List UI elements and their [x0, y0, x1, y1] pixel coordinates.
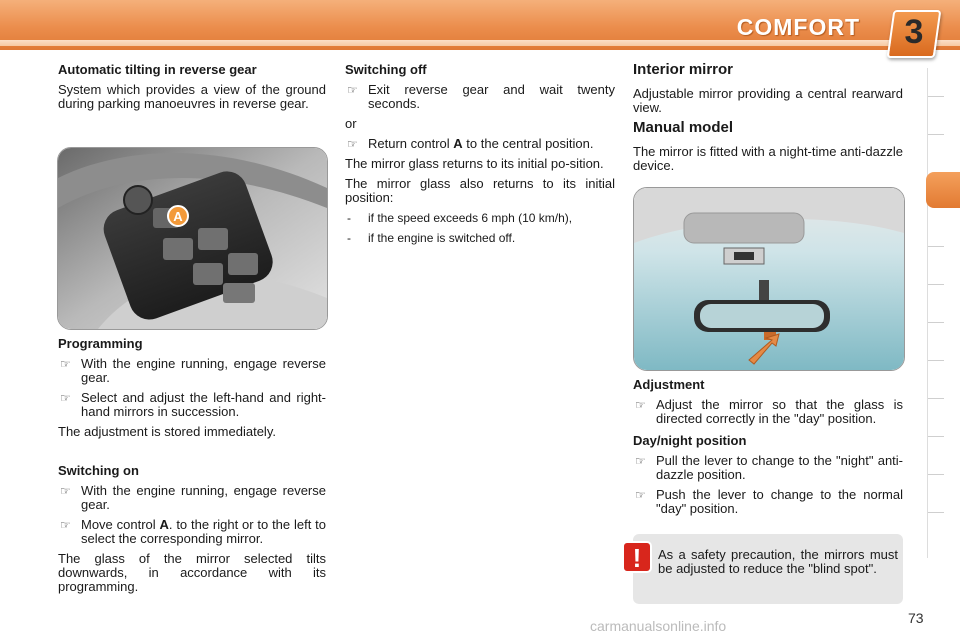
bullet-item — [58, 518, 326, 546]
column-1-lower — [58, 337, 326, 445]
interior-mirror-photo — [633, 187, 905, 371]
bullet-text: Push the lever to change to the normal "day" position. — [656, 487, 903, 516]
bullet-text: With the engine running, engage reverse gear. — [81, 483, 326, 512]
chapter-tab[interactable] — [928, 398, 944, 399]
door-control-photo — [57, 147, 328, 330]
bullet-text: to the central position. — [466, 136, 594, 151]
safety-warning-text: As a safety precaution, the mirrors must be adjusted to reduce the "blind spot". — [658, 547, 898, 576]
warning-exclamation-icon — [620, 540, 654, 574]
chapter-tab[interactable] — [928, 246, 944, 247]
dash-mark: - — [347, 211, 351, 225]
bullet-text: Select and adjust the left-hand and right-hand mirrors in succession. — [81, 390, 326, 419]
chapter-tab[interactable] — [928, 360, 944, 361]
heading-interior-mirror: Interior mirror — [633, 61, 734, 78]
rearview-mirror-illustration — [634, 188, 904, 370]
heading-switching-on: Switching on — [58, 463, 139, 478]
heading-auto-tilt: Automatic tilting in reverse gear — [58, 62, 257, 77]
bullet-item — [633, 398, 903, 426]
text-manual-model: The mirror is fitted with a night-time anti-dazzle device. — [633, 144, 903, 173]
heading-day-night: Day/night position — [633, 433, 747, 448]
column-3-lower — [633, 378, 903, 522]
pointing-hand-icon: ☞ — [60, 391, 71, 405]
chapter-tab[interactable] — [928, 322, 944, 323]
dash-item — [345, 231, 615, 245]
text-interior-mirror: Adjustable mirror providing a central rearward view. — [633, 86, 903, 115]
warning-glyph: ! — [632, 543, 642, 573]
page-number: 73 — [908, 610, 924, 626]
bullet-text: With the engine running, engage reverse gear. — [81, 356, 326, 385]
text-auto-tilt: System which provides a view of the ground during parking manoeuvres in reverse gear. — [58, 82, 326, 111]
column-1-switching-on — [58, 464, 326, 600]
pointing-hand-icon: ☞ — [60, 484, 71, 498]
door-switch-panel-illustration — [58, 148, 327, 329]
heading-programming: Programming — [58, 336, 143, 351]
chapter-tab[interactable] — [928, 436, 944, 437]
pointing-hand-icon: ☞ — [635, 488, 646, 502]
dash-text: if the speed exceeds 6 mph (10 km/h), — [368, 211, 573, 225]
bullet-item — [345, 137, 615, 151]
chapter-tab[interactable] — [928, 474, 944, 475]
chapter-tab[interactable] — [928, 284, 944, 285]
column-2 — [345, 63, 615, 251]
control-key-a: A — [453, 136, 463, 151]
bullet-item — [345, 83, 615, 111]
control-key-a: A — [159, 517, 169, 532]
bullet-item — [633, 454, 903, 482]
pointing-hand-icon: ☞ — [60, 357, 71, 371]
chapter-number: 3 — [904, 13, 924, 51]
bullet-item — [58, 357, 326, 385]
dash-mark: - — [347, 231, 351, 245]
heading-manual-model: Manual model — [633, 119, 734, 136]
column-3 — [633, 63, 903, 179]
watermark-footer: carmanualsonline.info — [590, 618, 727, 634]
pointing-hand-icon: ☞ — [347, 83, 358, 97]
column-1 — [58, 63, 326, 117]
chapter-tab-strip — [927, 68, 948, 558]
bullet-text: Pull the lever to change to the "night" anti-dazzle position. — [656, 453, 903, 482]
section-title: COMFORT — [736, 14, 860, 40]
bullet-text: Exit reverse gear and wait twenty seconds. — [368, 82, 615, 111]
pointing-hand-icon: ☞ — [60, 518, 71, 532]
heading-adjustment: Adjustment — [633, 377, 705, 392]
chapter-tab-active[interactable] — [926, 172, 960, 208]
bullet-item — [58, 484, 326, 512]
control-a-label: A — [173, 209, 183, 224]
chapter-tab[interactable] — [928, 134, 944, 135]
text-glass-tilts: The glass of the mirror selected tilts downwards, in accordance with its programming. — [58, 551, 326, 594]
bullet-text: Move control — [81, 517, 156, 532]
chapter-tab[interactable] — [928, 96, 944, 97]
bullet-item — [58, 391, 326, 419]
chapter-tab[interactable] — [928, 512, 944, 513]
pointing-hand-icon: ☞ — [635, 398, 646, 412]
bullet-item — [633, 488, 903, 516]
bullet-text: . to the right or to the left to select the corresponding mirror. — [81, 517, 326, 546]
bullet-text: Return control — [368, 136, 450, 151]
pointing-hand-icon: ☞ — [347, 137, 358, 151]
text-returns-initial: The mirror glass returns to its initial po-sition. — [345, 156, 604, 171]
text-stored: The adjustment is stored immediately. — [58, 424, 276, 439]
dash-text: if the engine is switched off. — [368, 231, 516, 245]
dash-item — [345, 211, 615, 225]
text-or: or — [345, 116, 357, 131]
pointing-hand-icon: ☞ — [635, 454, 646, 468]
bullet-text: Adjust the mirror so that the glass is directed correctly in the "day" position. — [656, 397, 903, 426]
text-also-returns: The mirror glass also returns to its initial position: — [345, 176, 615, 205]
heading-switching-off: Switching off — [345, 62, 427, 77]
